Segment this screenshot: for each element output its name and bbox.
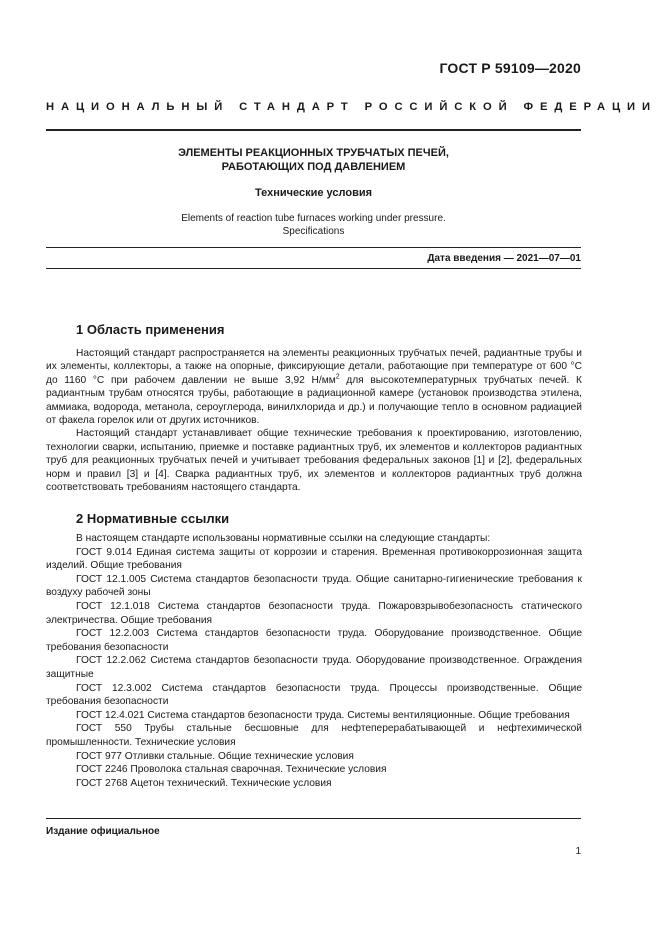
- reference-item: ГОСТ 9.014 Единая система защиты от коррозии и старения. Временная противокоррозионная защита изделий. Общие требования: [46, 546, 582, 572]
- reference-item: ГОСТ 977 Отливки стальные. Общие технические условия: [76, 750, 354, 762]
- english-title-line-1: Elements of reaction tube furnaces working under pressure.: [181, 213, 446, 224]
- section-1-paragraph-1: [46, 347, 582, 427]
- title-line-2: РАБОТАЮЩИХ ПОД ДАВЛЕНИЕМ: [221, 161, 406, 173]
- date-divider: [46, 268, 581, 269]
- reference-item: ГОСТ 12.4.021 Система стандартов безопасности труда. Системы вентиляционные. Общие требования: [76, 709, 570, 721]
- title-line-1: ЭЛЕМЕНТЫ РЕАКЦИОННЫХ ТРУБЧАТЫХ ПЕЧЕЙ,: [178, 147, 449, 159]
- para1-text-a: Настоящий стандарт распространяется на элементы реакционных трубчатых печей, радиантные трубы и их элементы, коллекторы, а также на опорные, фиксирующие детали, работающие при температуре от 600 °С до 1160 °С при рабочем давлении не выше 3,92 Н/мм: [46, 348, 582, 386]
- english-title: [46, 212, 581, 238]
- reference-item: ГОСТ 12.2.003 Система стандартов безопасности труда. Оборудование производственное. Общие требования безопасности: [46, 628, 582, 653]
- reference-item: ГОСТ 550 Трубы стальные бесшовные для нефтеперерабатывающей и нефтехимической промышленности. Технические условия: [46, 723, 582, 748]
- introduction-date: Дата введения — 2021—07—01: [427, 253, 581, 264]
- document-title: [46, 146, 581, 174]
- para1-superscript: 2: [335, 373, 340, 381]
- page-number: 1: [575, 846, 581, 857]
- document-number: ГОСТ Р 59109—2020: [439, 60, 581, 76]
- section-2-heading: 2 Нормативные ссылки: [76, 511, 230, 526]
- references-intro: В настоящем стандарте использованы нормативные ссылки на следующие стандарты:: [76, 533, 491, 544]
- normative-references-list: [46, 532, 582, 790]
- reference-item: ГОСТ 12.3.002 Система стандартов безопасности труда. Процессы производственные. Общие требования безопасности: [46, 682, 582, 708]
- reference-item: ГОСТ 2246 Проволока стальная сварочная. Технические условия: [76, 764, 387, 776]
- section-1-body: [46, 347, 582, 494]
- title-divider: [46, 247, 581, 248]
- section-1-heading: 1 Область применения: [76, 322, 225, 337]
- english-title-line-2: Specifications: [282, 226, 345, 237]
- reference-item: ГОСТ 12.1.018 Система стандартов безопасности труда. Пожаровзрывобезопасность статического электричества. Общие требования: [46, 600, 582, 626]
- national-standard-banner: НАЦИОНАЛЬНЫЙ СТАНДАРТ РОССИЙСКОЙ ФЕДЕРАЦИИ: [46, 101, 657, 113]
- reference-item: ГОСТ 2768 Ацетон технический. Технические условия: [76, 777, 332, 789]
- official-edition-note: Издание официальное: [46, 826, 160, 837]
- footer-divider: [46, 818, 581, 819]
- section-1-paragraph-2: Настоящий стандарт устанавливает общие технические требования к проектированию, изготовлению, технологии сварки, испытанию, приемке и поставке радиантных труб, их элементов и коллекторов радиантных труб для реакционных трубчатых печей и учитывает требования федеральных законов [1] и [2], федеральных норм и правил [3] и [4]. Сварка радиантных труб, их элементов и коллекторов радиантных труб должна соответствовать требованиям настоящего стандарта.: [46, 428, 582, 494]
- header-divider: [46, 129, 581, 131]
- reference-item: ГОСТ 12.1.005 Система стандартов безопасности труда. Общие санитарно-гигиенические требования к воздуху рабочей зоны: [46, 573, 582, 599]
- para1-text-b: для высокотемпературных трубчатых печей. К радиантным трубам относятся трубы, работающие в радиационной камере (установок производства этилена, аммиака, водорода, метанола, сероуглерода, винилхлорида и др.) и получающие тепло в основном радиацией от факела горелок или от других источников.: [46, 374, 582, 427]
- reference-item: ГОСТ 12.2.062 Система стандартов безопасности труда. Оборудование производственное. Ограждения защитные: [46, 655, 582, 680]
- document-subtitle: Технические условия: [254, 187, 373, 199]
